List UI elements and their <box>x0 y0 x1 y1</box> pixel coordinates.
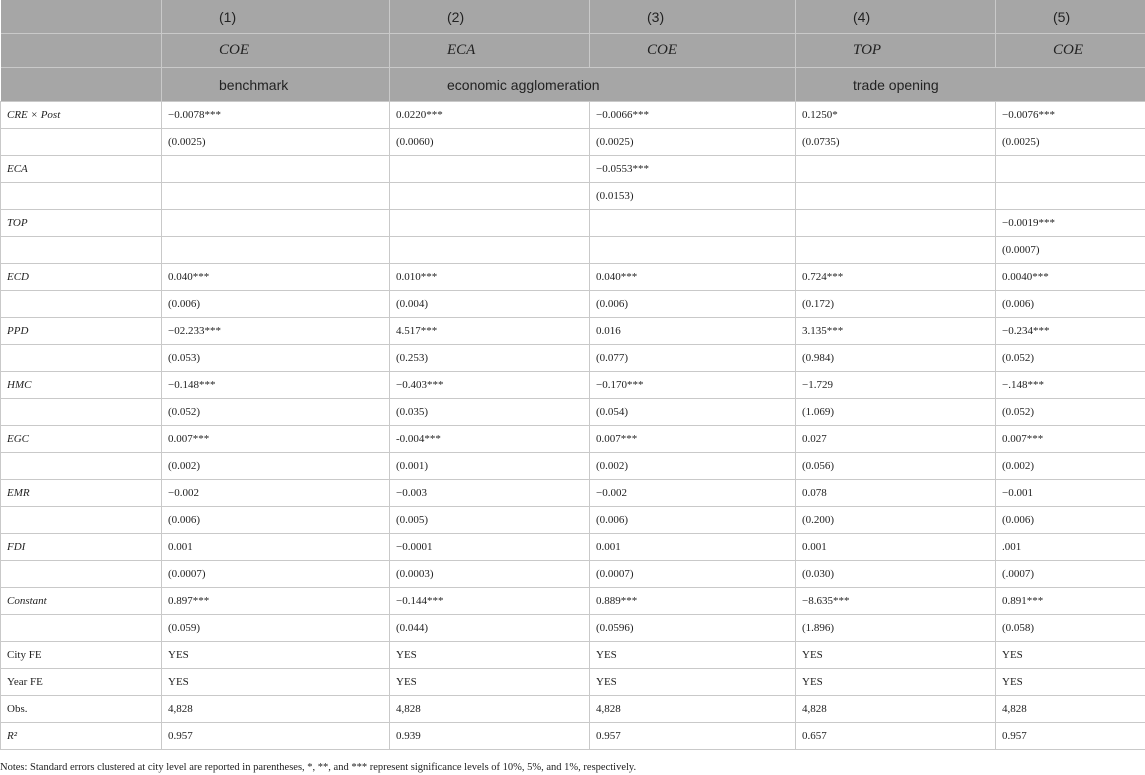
table-row <box>1 210 1145 237</box>
coef-cell: 0.1250* <box>796 102 996 129</box>
column-number-row <box>1 0 1145 34</box>
row-label-blank <box>1 507 162 534</box>
footer-cell: 4,828 <box>390 696 590 723</box>
coef-cell: 0.040*** <box>590 264 796 291</box>
table-row-se <box>1 453 1145 480</box>
row-label-blank <box>1 615 162 642</box>
coef-cell: −0.002 <box>590 480 796 507</box>
se-cell: (0.030) <box>796 561 996 588</box>
se-cell: (0.172) <box>796 291 996 318</box>
dep-var: COE <box>162 34 390 68</box>
se-cell: (0.035) <box>390 399 590 426</box>
footer-cell: YES <box>390 642 590 669</box>
coef-cell: −0.002 <box>162 480 390 507</box>
coef-cell: .001 <box>996 534 1145 561</box>
coef-cell <box>390 210 590 237</box>
table-row-se <box>1 507 1145 534</box>
table-row <box>1 264 1145 291</box>
row-label-blank <box>1 129 162 156</box>
footer-cell: YES <box>796 669 996 696</box>
row-label-blank <box>1 561 162 588</box>
table-row <box>1 480 1145 507</box>
coef-cell: 0.891*** <box>996 588 1145 615</box>
table-body <box>1 102 1145 750</box>
row-label-blank <box>1 291 162 318</box>
se-cell: (1.896) <box>796 615 996 642</box>
coef-cell: 0.027 <box>796 426 996 453</box>
row-label: FDI <box>1 534 162 561</box>
dep-var: COE <box>590 34 796 68</box>
coef-cell <box>390 156 590 183</box>
se-cell: (0.006) <box>996 507 1145 534</box>
se-cell: (0.0596) <box>590 615 796 642</box>
coef-cell: 0.0220*** <box>390 102 590 129</box>
footer-label: Obs. <box>1 696 162 723</box>
table-row-footer <box>1 642 1145 669</box>
table-row <box>1 102 1145 129</box>
coef-cell: 0.001 <box>796 534 996 561</box>
se-cell: (0.200) <box>796 507 996 534</box>
table-row-se <box>1 615 1145 642</box>
coef-cell: −0.144*** <box>390 588 590 615</box>
se-cell: (0.0007) <box>162 561 390 588</box>
col-number: (1) <box>162 0 390 34</box>
se-cell <box>996 183 1145 210</box>
footer-cell: 0.957 <box>162 723 390 750</box>
se-cell <box>162 183 390 210</box>
coef-cell: 4.517*** <box>390 318 590 345</box>
footer-cell: 0.957 <box>590 723 796 750</box>
header-corner <box>1 0 162 34</box>
row-label: PPD <box>1 318 162 345</box>
table-row-se <box>1 291 1145 318</box>
footer-cell: 0.657 <box>796 723 996 750</box>
se-cell <box>390 237 590 264</box>
se-cell: (0.058) <box>996 615 1145 642</box>
se-cell: (0.0025) <box>590 129 796 156</box>
coef-cell: 0.007*** <box>996 426 1145 453</box>
se-cell <box>162 237 390 264</box>
footer-cell: YES <box>162 669 390 696</box>
se-cell: (0.052) <box>996 399 1145 426</box>
se-cell: (0.0003) <box>390 561 590 588</box>
dep-var: COE <box>996 34 1145 68</box>
coef-cell: −0.001 <box>996 480 1145 507</box>
row-label-blank <box>1 399 162 426</box>
se-cell: (0.0060) <box>390 129 590 156</box>
se-cell: (0.006) <box>590 507 796 534</box>
coef-cell: 3.135*** <box>796 318 996 345</box>
coef-cell: −0.148*** <box>162 372 390 399</box>
dependent-variable-row <box>1 34 1145 68</box>
col-number: (5) <box>996 0 1145 34</box>
table-row <box>1 588 1145 615</box>
coef-cell: −8.635*** <box>796 588 996 615</box>
se-cell: (0.002) <box>590 453 796 480</box>
table-row-footer <box>1 696 1145 723</box>
table-row-se <box>1 129 1145 156</box>
coef-cell: −0.170*** <box>590 372 796 399</box>
table-row <box>1 156 1145 183</box>
coef-cell: 0.078 <box>796 480 996 507</box>
group-label-row <box>1 68 1145 102</box>
coef-cell: −0.0066*** <box>590 102 796 129</box>
footer-cell: 4,828 <box>162 696 390 723</box>
se-cell: (0.002) <box>162 453 390 480</box>
se-cell: (0.006) <box>996 291 1145 318</box>
coef-cell: 0.010*** <box>390 264 590 291</box>
table-row-se <box>1 561 1145 588</box>
se-cell: (0.059) <box>162 615 390 642</box>
coef-cell: 0.007*** <box>590 426 796 453</box>
footer-cell: YES <box>590 669 796 696</box>
footer-cell: YES <box>590 642 796 669</box>
coef-cell: −02.233*** <box>162 318 390 345</box>
coef-cell: 0.724*** <box>796 264 996 291</box>
coef-cell: 0.016 <box>590 318 796 345</box>
se-cell <box>390 183 590 210</box>
header-corner <box>1 68 162 102</box>
coef-cell: 0.001 <box>162 534 390 561</box>
se-cell <box>796 237 996 264</box>
row-label: ECD <box>1 264 162 291</box>
table-row-footer <box>1 669 1145 696</box>
coef-cell: −0.0078*** <box>162 102 390 129</box>
coef-cell: −0.003 <box>390 480 590 507</box>
footer-cell: 4,828 <box>796 696 996 723</box>
row-label-blank <box>1 183 162 210</box>
coef-cell: 0.040*** <box>162 264 390 291</box>
coef-cell: 0.007*** <box>162 426 390 453</box>
se-cell: (0.0153) <box>590 183 796 210</box>
se-cell: (0.052) <box>162 399 390 426</box>
col-number: (4) <box>796 0 996 34</box>
coef-cell: -0.004*** <box>390 426 590 453</box>
coef-cell <box>162 210 390 237</box>
table-row-se <box>1 399 1145 426</box>
se-cell: (0.053) <box>162 345 390 372</box>
row-label: Constant <box>1 588 162 615</box>
footer-label: City FE <box>1 642 162 669</box>
row-label: HMC <box>1 372 162 399</box>
col-number: (2) <box>390 0 590 34</box>
footer-cell: YES <box>996 642 1145 669</box>
table-notes: Notes: Standard errors clustered at city level are reported in parentheses, *, **, and *** represent significance levels of 10%, 5%, and 1%, respectively. <box>0 762 637 773</box>
se-cell: (.0007) <box>996 561 1145 588</box>
footer-label: Year FE <box>1 669 162 696</box>
group-label: trade opening <box>796 68 1145 102</box>
group-label: economic agglomeration <box>390 68 796 102</box>
table-header <box>1 0 1145 102</box>
se-cell: (0.005) <box>390 507 590 534</box>
footer-cell: 4,828 <box>590 696 796 723</box>
footer-cell: YES <box>390 669 590 696</box>
coef-cell <box>590 210 796 237</box>
footer-cell: YES <box>162 642 390 669</box>
row-label: CRE × Post <box>1 102 162 129</box>
row-label: EMR <box>1 480 162 507</box>
se-cell: (0.044) <box>390 615 590 642</box>
footer-label: R² <box>1 723 162 750</box>
header-corner <box>1 34 162 68</box>
se-cell: (0.002) <box>996 453 1145 480</box>
row-label-blank <box>1 237 162 264</box>
group-label: benchmark <box>162 68 390 102</box>
se-cell: (0.054) <box>590 399 796 426</box>
se-cell: (0.0007) <box>590 561 796 588</box>
row-label: ECA <box>1 156 162 183</box>
coef-cell: −0.403*** <box>390 372 590 399</box>
footer-cell: 0.939 <box>390 723 590 750</box>
table-row-se <box>1 345 1145 372</box>
coef-cell <box>996 156 1145 183</box>
coef-cell: −0.0553*** <box>590 156 796 183</box>
se-cell: (0.004) <box>390 291 590 318</box>
coef-cell <box>796 156 996 183</box>
coef-cell: −0.234*** <box>996 318 1145 345</box>
se-cell: (0.0735) <box>796 129 996 156</box>
se-cell <box>590 237 796 264</box>
se-cell: (0.056) <box>796 453 996 480</box>
table-row-footer <box>1 723 1145 750</box>
coef-cell: 0.889*** <box>590 588 796 615</box>
coef-cell <box>162 156 390 183</box>
footer-cell: 0.957 <box>996 723 1145 750</box>
col-number: (3) <box>590 0 796 34</box>
row-label: TOP <box>1 210 162 237</box>
dep-var: ECA <box>390 34 590 68</box>
se-cell: (0.077) <box>590 345 796 372</box>
row-label-blank <box>1 453 162 480</box>
coef-cell: −0.0001 <box>390 534 590 561</box>
table-row-se <box>1 237 1145 264</box>
coef-cell: −0.0019*** <box>996 210 1145 237</box>
coef-cell: 0.001 <box>590 534 796 561</box>
coef-cell: −.148*** <box>996 372 1145 399</box>
se-cell: (0.253) <box>390 345 590 372</box>
row-label: EGC <box>1 426 162 453</box>
se-cell: (0.001) <box>390 453 590 480</box>
se-cell: (1.069) <box>796 399 996 426</box>
coef-cell: 0.0040*** <box>996 264 1145 291</box>
table-row-se <box>1 183 1145 210</box>
footer-cell: YES <box>996 669 1145 696</box>
se-cell: (0.052) <box>996 345 1145 372</box>
footer-cell: YES <box>796 642 996 669</box>
table-row <box>1 426 1145 453</box>
coef-cell: −0.0076*** <box>996 102 1145 129</box>
se-cell: (0.0025) <box>996 129 1145 156</box>
coef-cell: 0.897*** <box>162 588 390 615</box>
table-row <box>1 372 1145 399</box>
dep-var: TOP <box>796 34 996 68</box>
se-cell <box>796 183 996 210</box>
row-label-blank <box>1 345 162 372</box>
footer-cell: 4,828 <box>996 696 1145 723</box>
se-cell: (0.0025) <box>162 129 390 156</box>
se-cell: (0.006) <box>162 291 390 318</box>
se-cell: (0.0007) <box>996 237 1145 264</box>
coef-cell <box>796 210 996 237</box>
se-cell: (0.006) <box>162 507 390 534</box>
se-cell: (0.006) <box>590 291 796 318</box>
coef-cell: −1.729 <box>796 372 996 399</box>
table-row <box>1 534 1145 561</box>
se-cell: (0.984) <box>796 345 996 372</box>
table-row <box>1 318 1145 345</box>
